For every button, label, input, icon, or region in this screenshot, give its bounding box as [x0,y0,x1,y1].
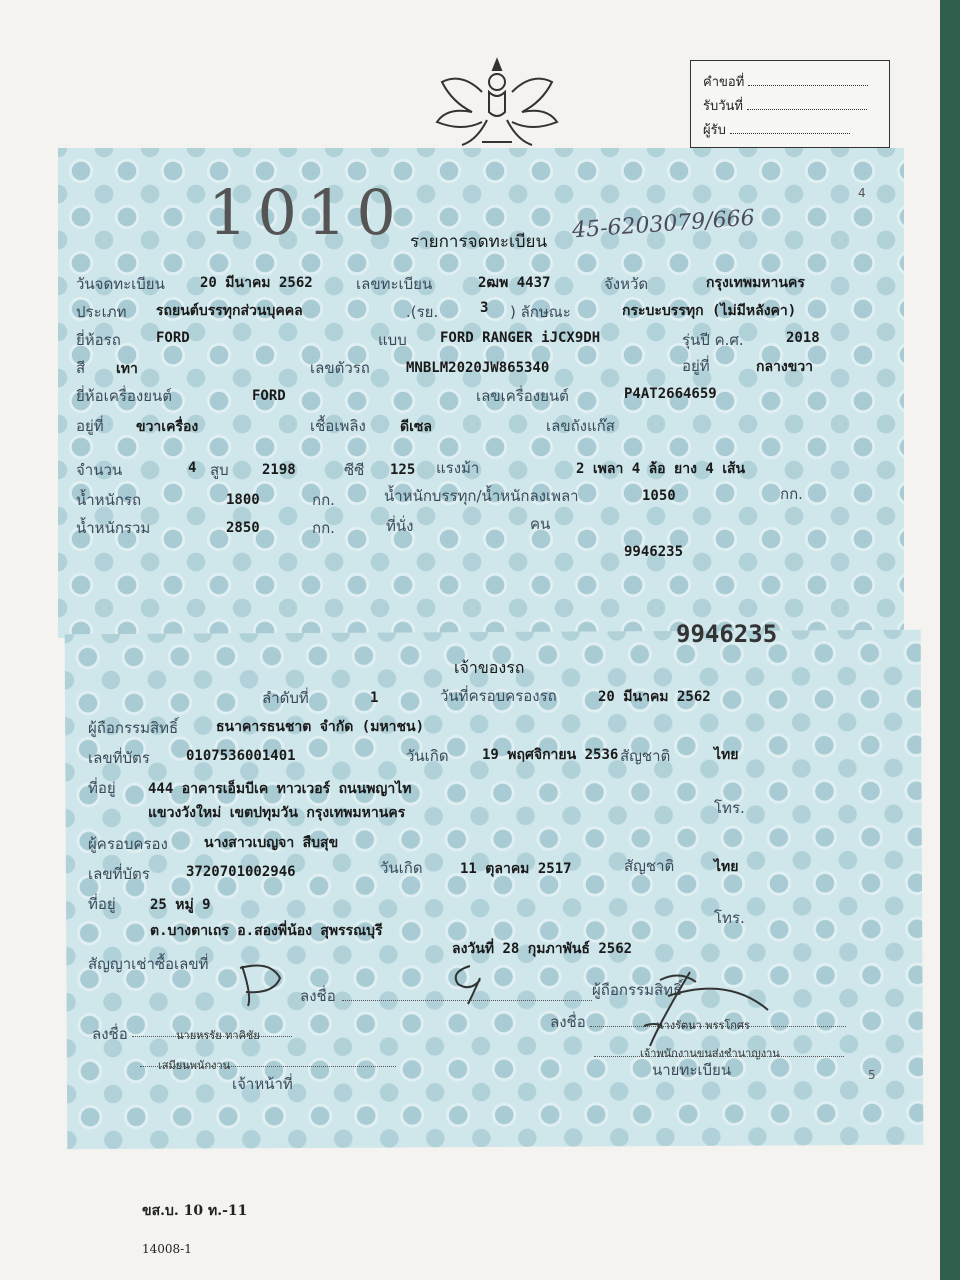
possessor-dob-label: วันเกิด [380,859,423,877]
holder-label: ผู้ถือกรรมสิทธิ์ [88,719,179,737]
total-weight-unit: กก. [312,519,335,537]
chassis-number: MNBLM2020JW865340 [406,360,550,376]
possessor-name: นางสาวเบญจา สืบสุข [204,835,339,851]
cylinder-unit: สูบ [210,461,229,479]
province-label: จังหวัด [604,275,649,293]
possess-date: 20 มีนาคม 2562 [598,689,711,705]
possessor-label: ผู้ครอบครอง [88,835,168,853]
character-label: ) ลักษณะ [510,303,571,321]
total-weight-label: น้ำหนักรวม [76,519,151,537]
page-mark-top: 4 [858,186,866,200]
model: FORD RANGER iJCX9DH [440,330,601,346]
holder-nat-label: สัญชาติ [620,747,671,765]
gas-tank-label: เลขถังแก๊ส [546,417,615,435]
axles-wheels: 2 เพลา 4 ล้อ ยาง 4 เส้น [576,461,746,477]
engine-number: P4AT2664659 [624,386,717,402]
handwritten-doc-number: 1010 [208,176,406,249]
holder-dob: 19 พฤศจิกายน 2536 [482,747,619,763]
registrar-title: เจ้าพนักงานขนส่งชำนาญงาน [640,1047,780,1060]
possessor-nat-label: สัญชาติ [624,857,675,875]
holder-nationality: ไทย [714,747,739,763]
color-label: สี [76,359,86,377]
engine-no-label: เลขเครื่องยนต์ [476,387,569,405]
registrar-role: นายทะเบียน [652,1061,732,1079]
type-label: ประเภท [76,303,127,321]
holder-address-line2: แขวงวังใหม่ เขตปทุมวัน กรุงเทพมหานคร [148,805,406,821]
fuel-label: เชื้อเพลิง [310,417,366,435]
chassis-location-label: อยู่ที่ [682,357,710,375]
chassis-label: เลขตัวรถ [310,359,370,377]
engine-cc: 2198 [262,462,296,478]
vehicle-character: กระบะบรรทุก (ไม่มีหลังคา) [622,303,797,319]
holder-address-label: ที่อยู่ [88,779,116,797]
reg-date-label: วันจดทะเบียน [76,275,165,293]
cylinders: 4 [188,460,197,476]
officer-name: นายหรรัย ทาคิชัย [176,1029,260,1042]
load-unit: กก. [780,485,803,503]
cc-unit: ซีซี [344,461,365,479]
serial-number: 9946235 [624,544,684,560]
owner-header: เจ้าของรถ [454,658,525,677]
holder-id-label: เลขที่บัตร [88,749,150,767]
holder-tel-label: โทร. [714,799,745,817]
horsepower: 125 [390,462,416,478]
engine-brand-label: ยี่ห้อเครื่องยนต์ [76,387,173,405]
province: กรุงเทพมหานคร [706,275,805,291]
load-weight: 1050 [642,488,676,504]
holder-address-line1: 444 อาคารเอ็มบีเค ทาวเวอร์ ถนนพญาไท [148,781,412,797]
officer-title: เสมียนพนักงาน [158,1059,231,1072]
possess-date-label: วันที่ครอบครองรถ [440,687,557,705]
registrar-title-line [594,1056,844,1057]
document-title: รายการจดทะเบียน [410,232,548,252]
registrar-name: นางรัตนา พรรโกศร [656,1019,750,1032]
registrar-sign-label: ลงชื่อ [550,1013,586,1031]
vehicle-weight: 1800 [226,492,260,508]
registrar-signature [620,966,790,1056]
reg-no-label: เลขทะเบียน [356,275,433,293]
received-date-row: รับวันที่ [703,95,867,116]
form-code: ขส.บ. 10 ท.-11 [142,1203,248,1219]
holder-signature [440,958,500,1008]
receiver-row: ผู้รับ [703,119,850,140]
model-year: 2018 [786,330,820,346]
possessor-id: 3720701002946 [186,864,296,880]
engine-location-label: อยู่ที่ [76,417,104,435]
possessor-nationality: ไทย [714,859,739,875]
sign-date: ลงวันที่ 28 กุมภาพันธ์ 2562 [452,941,633,957]
holder-sign-label: ลงชื่อ [300,987,336,1005]
ry-value: 3 [480,300,489,316]
officer-sign-label: ลงชื่อ [92,1025,128,1043]
holder-signer-label: ผู้ถือกรรมสิทธิ์ [592,981,683,999]
page-mark-bottom: 5 [868,1068,876,1082]
ry-label: .(รย. [406,303,439,321]
weight-label: น้ำหนักรถ [76,491,142,509]
engine-brand: FORD [252,388,286,404]
print-code: 14008-1 [142,1242,192,1256]
hp-unit: แรงม้า [436,459,480,477]
year-label: รุ่นปี ค.ศ. [682,331,744,349]
possessor-dob: 11 ตุลาคม 2517 [460,861,572,877]
request-no-row: คำขอที่ [703,71,868,92]
lease-contract-label: สัญญาเช่าซื้อเลขที่ [88,955,209,973]
officer-role: เจ้าหน้าที่ [232,1075,293,1093]
possessor-id-label: เลขที่บัตร [88,865,150,883]
brand: FORD [156,330,190,346]
reg-date: 20 มีนาคม 2562 [200,275,313,291]
holder-stamp-signature [230,960,290,1010]
fuel: ดีเซล [400,419,432,435]
seats-unit: คน [530,515,551,533]
garuda-emblem [432,52,562,152]
vehicle-color: เทา [116,361,138,377]
order-label: ลำดับที่ [262,689,309,707]
load-label: น้ำหนักบรรทุก/น้ำหนักลงเพลา [384,487,579,505]
total-weight: 2850 [226,520,260,536]
seats-label: ที่นั่ง [386,517,414,535]
possessor-address-label: ที่อยู่ [88,895,116,913]
holder-name: ธนาคารธนชาต จำกัด (มหาชน) [216,719,425,735]
count-label: จำนวน [76,461,123,479]
possessor-tel-label: โทร. [714,909,745,927]
receipt-stamp-box [690,60,890,148]
engine-location: ขวาเครื่อง [136,419,199,435]
possessor-address-line1: 25 หมู่ 9 [150,897,211,913]
serial-number-large: 9946235 [676,620,778,648]
possessor-address-line2: ต.บางตาเถร อ.สองพี่น้อง สุพรรณบุรี [150,923,383,939]
handwritten-ref-number: 45-6203079/666 [571,205,756,244]
chassis-location: กลางขวา [756,359,814,375]
reg-no: 2ฒพ 4437 [478,275,551,291]
holder-dob-label: วันเกิด [406,747,449,765]
model-label: แบบ [378,331,407,349]
holder-id: 0107536001401 [186,748,296,764]
weight-unit: กก. [312,491,335,509]
order-number: 1 [370,690,379,706]
officer-title-line [140,1066,396,1067]
vehicle-type: รถยนต์บรรทุกส่วนบุคคล [156,303,303,319]
brand-label: ยี่ห้อรถ [76,331,121,349]
